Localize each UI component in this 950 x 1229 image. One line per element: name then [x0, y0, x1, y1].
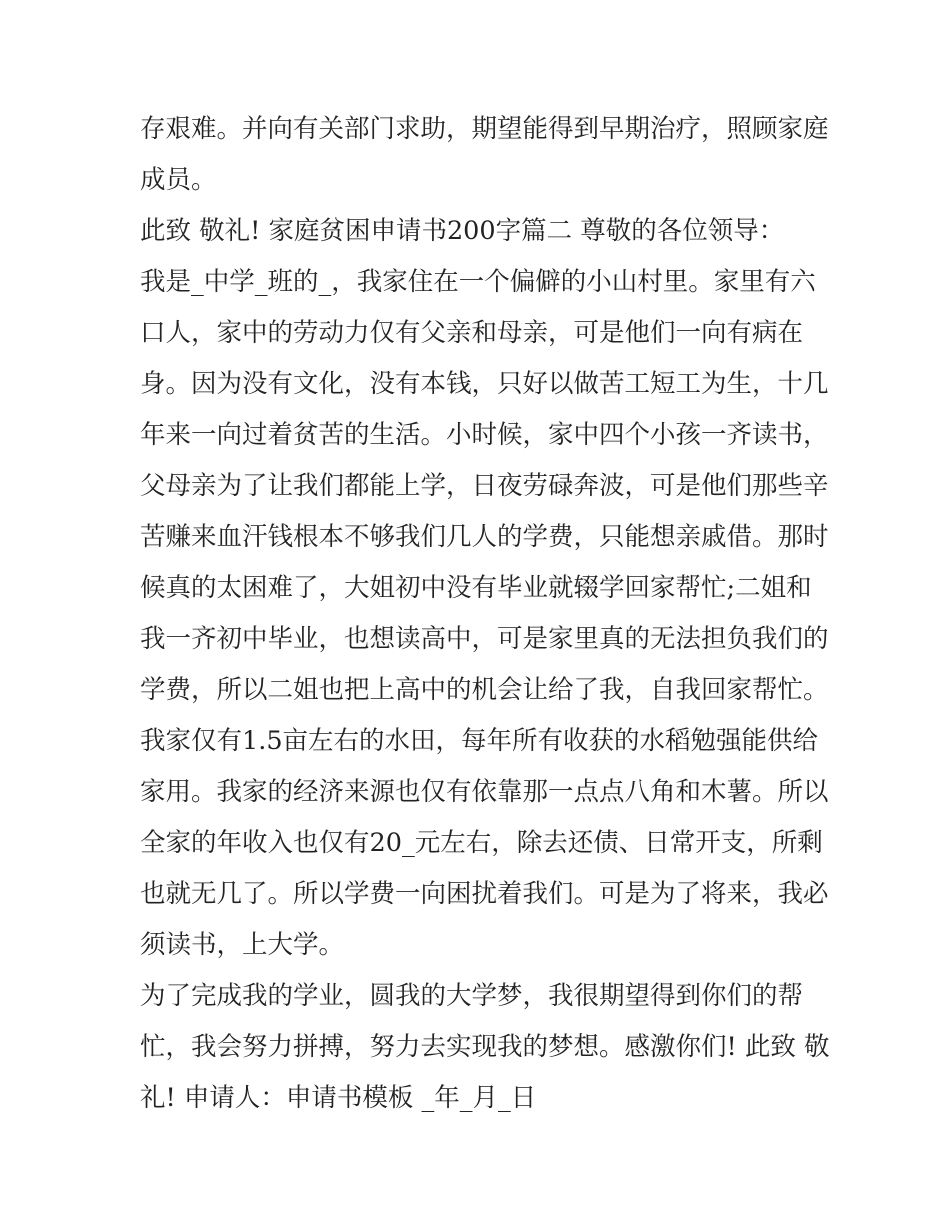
text-line: 父母亲为了让我们都能上学，日夜劳碌奔波，可是他们那些辛 — [140, 471, 829, 501]
text-line: 年来一向过着贫苦的生活。小时候，家中四个小孩一齐读书， — [140, 420, 829, 450]
text-line: 候真的太困难了，大姐初中没有毕业就辍学回家帮忙;二姐和 — [140, 573, 812, 603]
text-line: 学费，所以二姐也把上高中的机会让给了我，自我回家帮忙。 — [140, 675, 829, 705]
text-line: 口人，家中的劳动力仅有父亲和母亲，可是他们一向有病在 — [140, 318, 804, 348]
text-line: 礼! 申请人：申请书模板 _年_月_日 — [140, 1083, 537, 1113]
text-line: 须读书，上大学。 — [140, 930, 345, 960]
text-line: 我是_中学_班的_，我家住在一个偏僻的小山村里。家里有六 — [140, 267, 816, 297]
text-line: 也就无几了。所以学费一向困扰着我们。可是为了将来，我必 — [140, 879, 829, 909]
text-line: 身。因为没有文化，没有本钱，只好以做苦工短工为生，十几 — [140, 369, 829, 399]
text-line: 我一齐初中毕业，也想读高中，可是家里真的无法担负我们的 — [140, 624, 829, 654]
text-line: 成员。 — [140, 165, 217, 195]
text-line: 此致 敬礼! 家庭贫困申请书200字篇二 尊敬的各位领导： — [140, 216, 785, 246]
text-line: 苦赚来血汗钱根本不够我们几人的学费，只能想亲戚借。那时 — [140, 522, 829, 552]
text-line: 我家仅有1.5亩左右的水田，每年所有收获的水稻勉强能供给 — [140, 726, 819, 756]
text-line: 全家的年收入也仅有20_元左右，除去还债、日常开支，所剩 — [140, 828, 823, 858]
text-line: 存艰难。并向有关部门求助，期望能得到早期治疗，照顾家庭 — [140, 114, 829, 144]
text-line: 家用。我家的经济来源也仅有依靠那一点点八角和木薯。所以 — [140, 777, 829, 807]
text-line: 为了完成我的学业，圆我的大学梦，我很期望得到你们的帮 — [140, 981, 804, 1011]
text-line: 忙，我会努力拼搏，努力去实现我的梦想。感激你们! 此致 敬 — [140, 1032, 830, 1062]
